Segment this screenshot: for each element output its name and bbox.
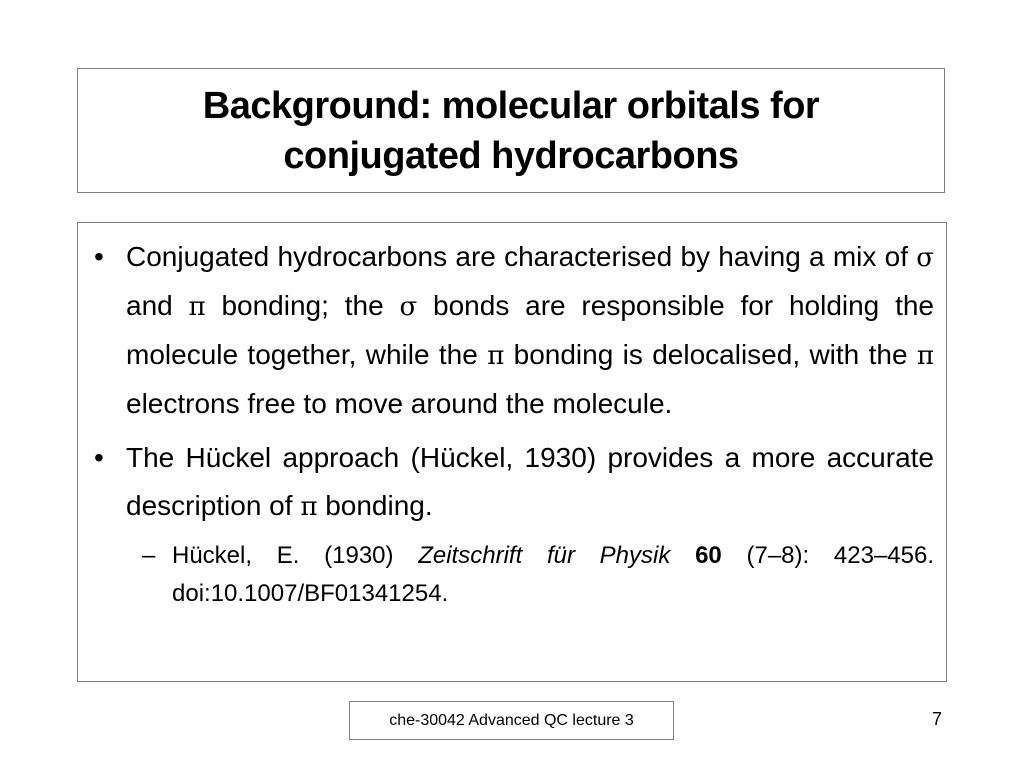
reference-citation <box>90 537 934 613</box>
content-box <box>77 222 947 682</box>
bullet-text: and <box>126 290 189 321</box>
bullet-text: bonding is delocalised, with the <box>504 339 917 370</box>
bullet-text: The Hückel approach (Hückel, 1930) provides a more accurate description of <box>126 442 934 521</box>
footer-course-label <box>349 701 674 740</box>
slide-title-line-2: conjugated hydrocarbons <box>283 134 739 177</box>
sigma-symbol: σ <box>916 243 934 273</box>
citation-journal: Zeitschrift für Physik <box>418 542 671 569</box>
bullet-text: bonds are responsible for holding the molecule together, while the <box>126 290 934 370</box>
bullet-marker: • <box>94 442 104 473</box>
bullet-marker: • <box>94 241 104 272</box>
slide-title-line-1: Background: molecular orbitals for <box>202 84 820 127</box>
pi-symbol: π <box>916 341 934 371</box>
bullet-list <box>90 233 934 531</box>
slide-title <box>203 81 819 181</box>
citation-volume: 60 <box>695 542 722 569</box>
bullet-text: Conjugated hydrocarbons are characterised by having a mix of <box>126 241 917 272</box>
footer-text: che-30042 Advanced QC lecture 3 <box>389 711 634 729</box>
bullet-text: electrons free to move around the molecule. <box>126 388 673 419</box>
bullet-conjugated-hydrocarbons <box>90 233 934 428</box>
title-box <box>77 68 945 193</box>
citation-details: (7–8): 423–456. doi:10.1007/BF01341254. <box>172 542 934 607</box>
sub-bullet-list <box>90 537 934 613</box>
sigma-symbol: σ <box>399 292 418 322</box>
pi-symbol: π <box>300 492 318 522</box>
slide-number: 7 <box>931 709 942 729</box>
sub-bullet-marker: – <box>142 542 156 569</box>
citation-author: Hückel, E. (1930) <box>172 542 419 569</box>
bullet-text: bonding. <box>317 490 433 521</box>
bullet-huckel-approach <box>90 434 934 531</box>
pi-symbol: π <box>188 292 206 322</box>
pi-symbol: π <box>487 341 505 371</box>
bullet-text: bonding; the <box>205 290 400 321</box>
